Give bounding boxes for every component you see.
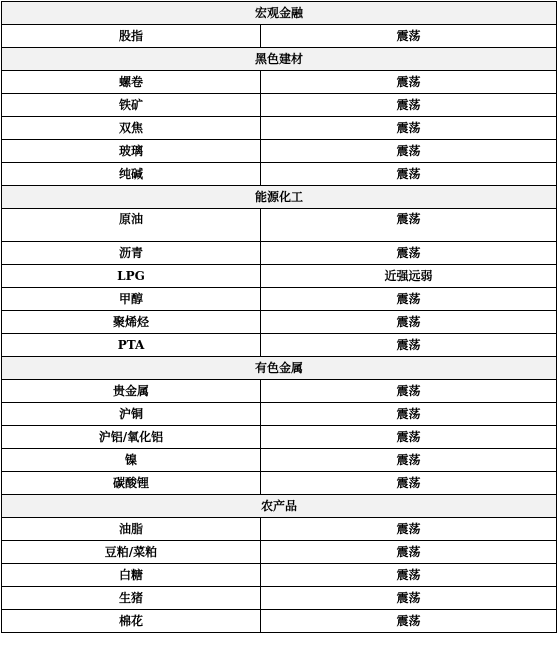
- outlook-cell: 震荡: [261, 209, 557, 242]
- outlook-cell: 震荡: [261, 610, 557, 633]
- market-outlook-table: [1, 1, 557, 633]
- section-title: 黑色建材: [2, 48, 557, 71]
- outlook-cell: 震荡: [261, 449, 557, 472]
- table-row: [2, 587, 557, 610]
- table-row: [2, 265, 557, 288]
- commodity-cell: 原油: [2, 209, 261, 242]
- table-row: [2, 541, 557, 564]
- outlook-cell: 震荡: [261, 311, 557, 334]
- commodity-cell: 白糖: [2, 564, 261, 587]
- section-header-row: [2, 357, 557, 380]
- table-row: [2, 25, 557, 48]
- table-row: [2, 449, 557, 472]
- commodity-cell: 甲醇: [2, 288, 261, 311]
- outlook-cell: 震荡: [261, 242, 557, 265]
- outlook-cell: 震荡: [261, 564, 557, 587]
- commodity-cell: 豆粕/菜粕: [2, 541, 261, 564]
- commodity-cell: 聚烯烃: [2, 311, 261, 334]
- section-title: 有色金属: [2, 357, 557, 380]
- table-row: [2, 94, 557, 117]
- outlook-cell: 震荡: [261, 541, 557, 564]
- outlook-cell: 震荡: [261, 117, 557, 140]
- commodity-cell: 沥青: [2, 242, 261, 265]
- table-row: [2, 518, 557, 541]
- commodity-cell: 油脂: [2, 518, 261, 541]
- table-row: [2, 71, 557, 94]
- outlook-cell: 震荡: [261, 472, 557, 495]
- section-header-row: [2, 48, 557, 71]
- outlook-cell: 震荡: [261, 587, 557, 610]
- table-row: [2, 564, 557, 587]
- table-row: [2, 610, 557, 633]
- commodity-cell: 镍: [2, 449, 261, 472]
- outlook-cell: 震荡: [261, 94, 557, 117]
- commodity-cell: 生猪: [2, 587, 261, 610]
- outlook-cell: 震荡: [261, 334, 557, 357]
- commodity-cell: 纯碱: [2, 163, 261, 186]
- table-row: [2, 117, 557, 140]
- section-header-row: [2, 2, 557, 25]
- table-row: [2, 334, 557, 357]
- section-title: 宏观金融: [2, 2, 557, 25]
- table-row: [2, 140, 557, 163]
- commodity-cell: 棉花: [2, 610, 261, 633]
- commodity-cell: 玻璃: [2, 140, 261, 163]
- outlook-cell: 震荡: [261, 163, 557, 186]
- commodity-cell: 沪铜: [2, 403, 261, 426]
- outlook-cell: 震荡: [261, 380, 557, 403]
- section-title: 农产品: [2, 495, 557, 518]
- commodity-cell: 双焦: [2, 117, 261, 140]
- table-row: [2, 403, 557, 426]
- section-header-row: [2, 495, 557, 518]
- table-row: [2, 242, 557, 265]
- table-row: [2, 472, 557, 495]
- outlook-cell: 近强远弱: [261, 265, 557, 288]
- outlook-cell: 震荡: [261, 518, 557, 541]
- commodity-cell: 碳酸锂: [2, 472, 261, 495]
- table-row: [2, 380, 557, 403]
- table-row: [2, 209, 557, 242]
- section-header-row: [2, 186, 557, 209]
- section-title: 能源化工: [2, 186, 557, 209]
- commodity-cell: 沪铝/氧化铝: [2, 426, 261, 449]
- table-row: [2, 311, 557, 334]
- commodity-cell: 螺卷: [2, 71, 261, 94]
- commodity-cell: LPG: [2, 265, 261, 288]
- outlook-cell: 震荡: [261, 403, 557, 426]
- outlook-cell: 震荡: [261, 25, 557, 48]
- table-row: [2, 163, 557, 186]
- table-row: [2, 426, 557, 449]
- outlook-cell: 震荡: [261, 71, 557, 94]
- commodity-cell: 铁矿: [2, 94, 261, 117]
- outlook-cell: 震荡: [261, 288, 557, 311]
- commodity-cell: 贵金属: [2, 380, 261, 403]
- outlook-cell: 震荡: [261, 140, 557, 163]
- commodity-cell: 股指: [2, 25, 261, 48]
- table-row: [2, 288, 557, 311]
- commodity-cell: PTA: [2, 334, 261, 357]
- outlook-cell: 震荡: [261, 426, 557, 449]
